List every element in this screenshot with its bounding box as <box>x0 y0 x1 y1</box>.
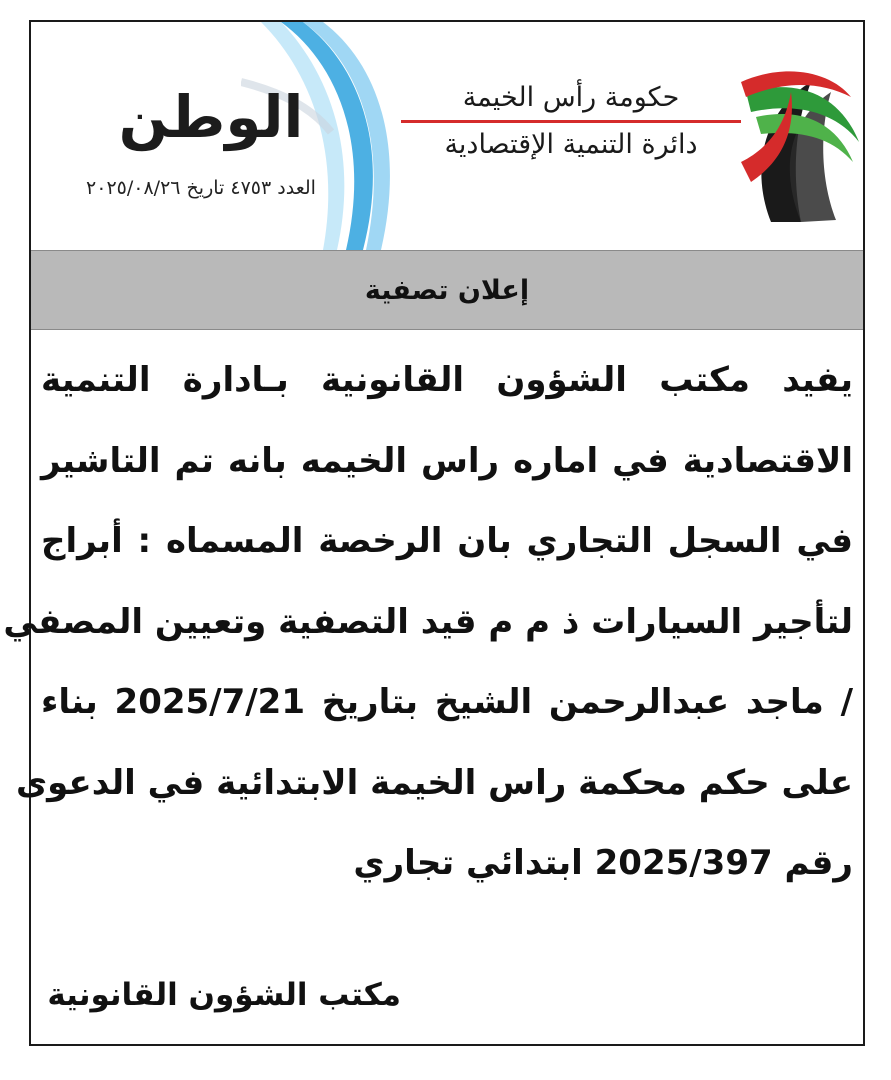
notice-line-1: يفيد مكتب الشؤون القانونية بـادارة التنمية <box>41 360 853 400</box>
newspaper-name: الوطن <box>118 83 304 151</box>
notice-line-2: الاقتصادية في اماره راس الخيمه بانه تم التاشير <box>41 440 853 481</box>
notice-line-3: في السجل التجاري بان الرخصة المسماه : أبراج <box>41 521 853 561</box>
notice-line-4: لتأجير السيارات ذ م م قيد التصفية وتعيين المصفي <box>3 601 853 642</box>
notice-body <box>3 340 853 904</box>
notice-title-band <box>31 250 863 330</box>
red-divider <box>401 120 741 123</box>
flag-colors-emblem-icon <box>741 52 863 230</box>
notice-line-5: / ماجد عبدالرحمن الشيخ بتاريخ 2025/7/21 بناء <box>41 682 853 722</box>
department-name: دائرة التنمية الإقتصادية <box>444 129 698 161</box>
issue-date-line: العدد ٤٧٥٣ تاريخ ٢٠٢٥/٠٨/٢٦ <box>86 177 316 199</box>
notice-title: إعلان تصفية <box>364 274 530 306</box>
notice-frame <box>3 20 865 1046</box>
government-name: حكومة رأس الخيمة <box>462 82 680 113</box>
notice-line-6: على حكم محكمة راس الخيمة الابتدائية في الدعوى <box>15 762 853 803</box>
notice-header <box>31 22 863 250</box>
government-block <box>391 82 751 162</box>
signature-office: مكتب الشؤون القانونية <box>47 977 401 1013</box>
notice-line-7: رقم 2025/397 ابتدائي تجاري <box>353 843 853 883</box>
